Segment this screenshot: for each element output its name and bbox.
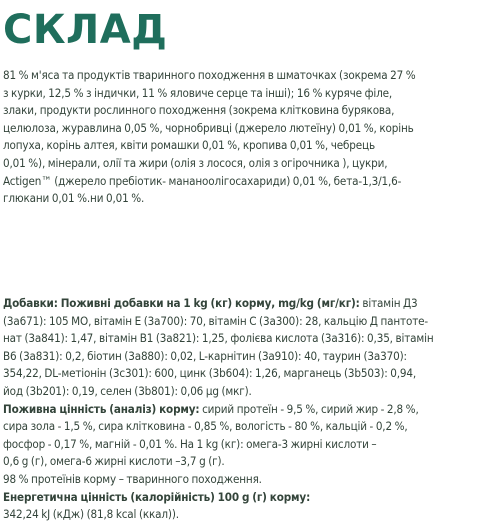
energy-label: Енергетична цінність (калорійність) 100 g (г) корму: <box>3 489 311 504</box>
nutrition-text: сирий протеїн - 9,5 %, сирий жир - 2,8 %, <box>199 401 419 416</box>
additives-and-nutrition-text <box>3 295 497 524</box>
ingredients-line: з курки, 12,5 % з індички, 11 % яловиче серце та інші); 16 % куряче філе, <box>3 85 393 100</box>
page-title: СКЛАД <box>3 7 168 53</box>
ingredients-text <box>3 67 497 208</box>
additives-text: вітамін Д3 <box>359 296 418 310</box>
ingredients-line: глюкани 0,01 %.ни 0,01 %. <box>3 191 145 206</box>
nutrition-label: Поживна цінність (аналіз) корму: <box>3 401 200 416</box>
nutrition-line <box>3 401 497 419</box>
nutrition-line: сира зола - 1,5 %, сира клітковина - 0,85 %, вологість - 80 %, кальцій - 0,2 %, <box>3 419 408 434</box>
ingredients-line: целюлоза, журавлина 0,05 %, чорнобривці (джерело лютеїну) 0,01 %, корінь <box>3 120 414 135</box>
ingredients-line: злаки, продукти рослинного походження (зокрема клітковина бурякова, <box>3 103 395 118</box>
additives-line: йод (3b201): 0,19, селен (3b801): 0,06 µg (мкг). <box>3 383 252 398</box>
ingredients-line: 81 % м'яса та продуктів тваринного походження в шматочках (зокрема 27 % <box>3 68 416 82</box>
ingredients-line: лопуха, корінь алтея, квіти ромашки 0,01 %, кропива 0,01 %, чебрець <box>3 138 375 153</box>
additives-line: В6 (3а831): 0,2, біотин (3а880): 0,02, L-карнітин (3а910): 40, таурин (3а370): <box>3 348 407 363</box>
additives-line: (3а671): 105 МО, вітамін Е (3а700): 70, вітамін С (3а300): 28, кальцію Д пантоте- <box>3 313 429 328</box>
protein-origin-line: 98 % протеїнів корму – тваринного походження. <box>3 471 262 486</box>
additives-line: нат (3а841): 1,47, вітамін В1 (3а821): 1,25, фолієва кислота (3а316): 0,35, вітамін <box>3 331 434 346</box>
additives-line: 354,22, DL-метіонін (3с301): 600, цинк (3b604): 1,26, марганець (3b503): 0,94, <box>3 366 417 381</box>
ingredients-line: 0,01 %), мінерали, олії та жири (олія з лосося, олія з огірочника ), цукри, <box>3 155 388 170</box>
ingredients-line: Actigen™ (джерело пребіотик- мананоолігосахариди) 0,01 %, бета-1,3/1,6- <box>3 173 402 188</box>
nutrition-line: 0,6 g (г), омега-6 жирні кислоти –3,7 g (г). <box>3 454 225 469</box>
energy-value: 342,24 kJ (кДж) (81,8 kcal (ккал)). <box>3 507 179 522</box>
additives-line <box>3 295 497 313</box>
additives-label: Добавки: Поживні добавки на 1 kg (кг) корму, mg/kg (мг/кг): <box>3 296 360 310</box>
nutrition-line: фосфор - 0,17 %, магній - 0,01 %. На 1 kg (кг): омега-3 жирні кислоти – <box>3 436 377 451</box>
